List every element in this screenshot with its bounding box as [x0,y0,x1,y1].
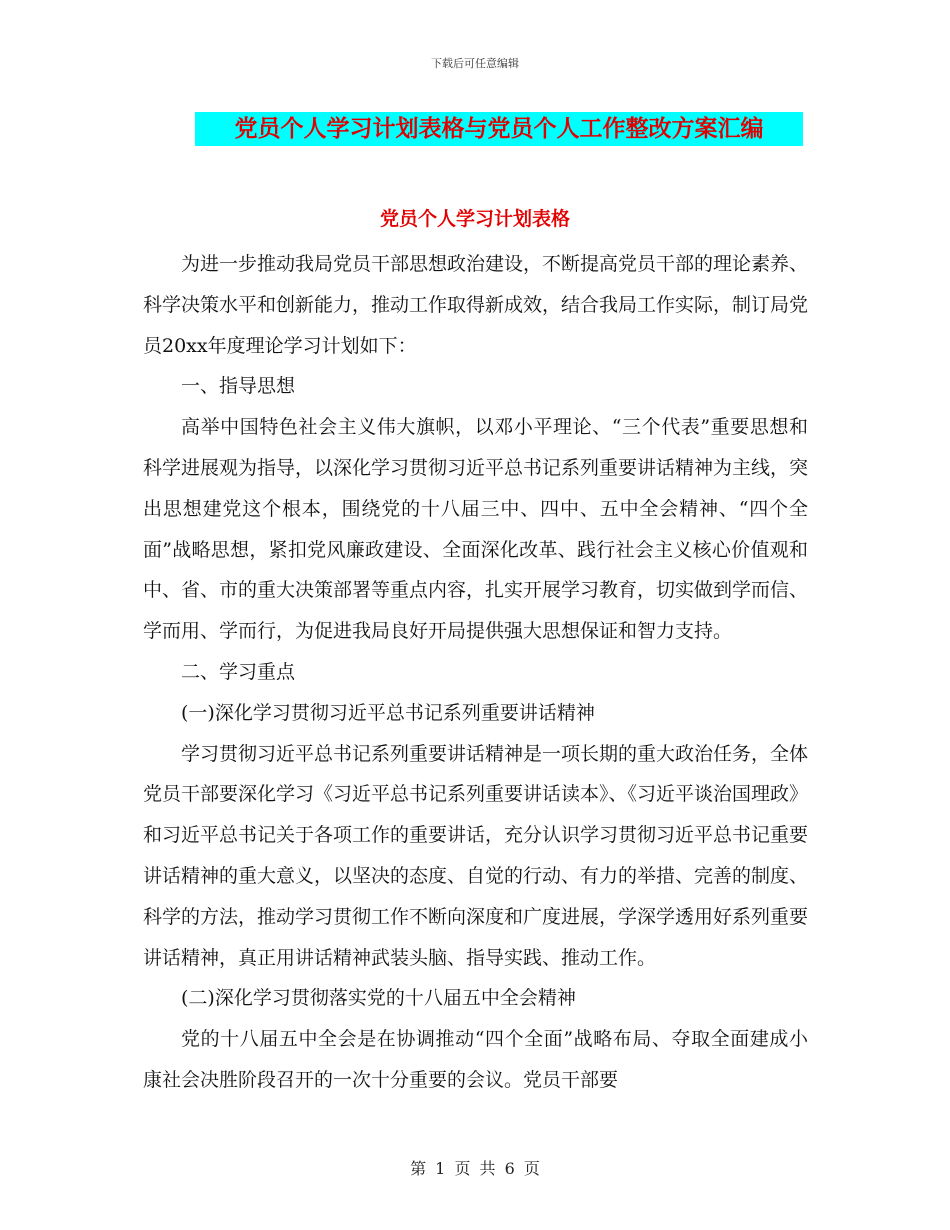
page-number-footer: 第 1 页 共 6 页 [410,1159,540,1178]
heading-guiding-thought: 一、指导思想 [181,375,296,398]
section-title: 党员个人学习计划表格 [379,208,570,230]
subheading-1: (一)深化学习贯彻习近平总书记系列重要讲话精神 [181,701,595,724]
document-body [143,244,808,1101]
paragraph-guiding-thought: 高举中国特色社会主义伟大旗帜，以邓小平理论、“三个代表”重要思想和科学进展观为指导，以深化学习贯彻习近平总书记系列重要讲话精神为主线，突出思想建党这个根本，围绕党的十八届三中、四中、五中全会精神、“四个全面”战略思想，紧扣党风廉政建设、全面深化改革、践行社会主义核心价值观和中、省、市的重大决策部署等重点内容，扎实开展学习教育，切实做到学而信、学而用、学而行，为促进我局良好开局提供强大思想保证和智力支持。 [143,416,809,643]
paragraph-subheading-1: 学习贯彻习近平总书记系列重要讲话精神是一项长期的重大政治任务，全体党员干部要深化学习《习近平总书记系列重要讲话读本》、《习近平谈治国理政》和习近平总书记关于各项工作的重要讲话，充分认识学习贯彻习近平总书记重要讲话精神的重大意义，以坚决的态度、自觉的行动、有力的举措、完善的制度、科学的方法，推动学习贯彻工作不断向深度和广度进展，学深学透用好系列重要讲话精神，真正用讲话精神武装头脑、指导实践、推动工作。 [143,742,809,969]
subheading-2: (二)深化学习贯彻落实党的十八届五中全会精神 [181,987,576,1010]
paragraph-intro: 为进一步推动我局党员干部思想政治建设，不断提高党员干部的理论素养、科学决策水平和创新能力，推动工作取得新成效，结合我局工作实际，制订局党员20xx年度理论学习计划如下： [143,253,809,357]
page-header-note: 下载后可任意编辑 [431,57,519,70]
paragraph-subheading-2: 党的十八届五中全会是在协调推动“四个全面”战略布局、夺取全面建成小康社会决胜阶段召开的一次十分重要的会议。党员干部要 [143,1028,808,1091]
document-title: 党员个人学习计划表格与党员个人工作整改方案汇编 [195,112,803,146]
heading-study-focus: 二、学习重点 [181,660,296,683]
